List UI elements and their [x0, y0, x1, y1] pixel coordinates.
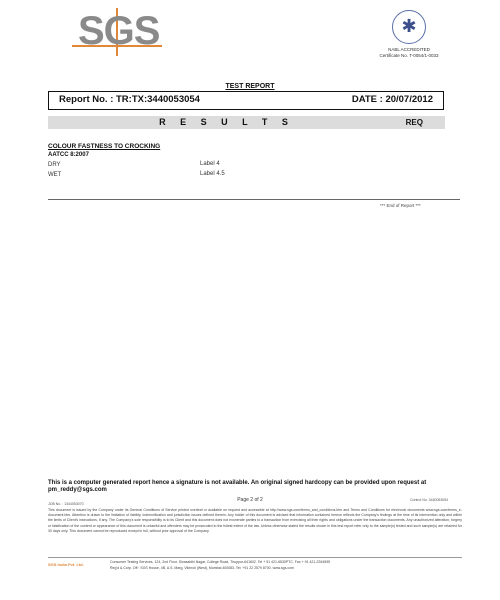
job-number: JOB No. : 1344053070 [48, 502, 84, 506]
footer-email: pm_reddy@sgs.com [48, 487, 107, 493]
sgs-logo [78, 8, 158, 54]
seal-line2: Certificate No. T-0054/1-0033 [379, 53, 439, 58]
end-of-report: *** End of Report *** [380, 203, 421, 208]
results-label: R E S U L T S [159, 117, 294, 127]
footer-company: SGS India Pvt. Ltd. [48, 562, 84, 567]
seal-emblem-icon: ✱ [392, 10, 426, 44]
page-title: TEST REPORT [225, 83, 275, 90]
row-value-wet: Label 4.5 [200, 171, 225, 177]
seal-line1: NABL ACCREDITED [388, 47, 430, 52]
end-divider [48, 199, 460, 200]
report-info-box [48, 91, 444, 110]
nabl-seal [374, 10, 444, 68]
test-title: COLOUR FASTNESS TO CROCKING [48, 143, 161, 150]
control-number: Control No. 3440053054 [410, 498, 449, 502]
row-value-dry: Label 4 [200, 161, 220, 167]
report-date: DATE : 20/07/2012 [351, 94, 433, 105]
footer-address-1: Consumer Testing Services, 124, 2nd Floor, Sivasakthi Nagar, College Road, Tiruppur-641602. Tel + 91 421-6530PTC. Fax + 91 421-2264595 [110, 560, 331, 564]
page-indicator: Page 2 of 2 [237, 497, 263, 503]
row-label-wet: WET [48, 172, 62, 178]
results-header-bar [48, 116, 445, 129]
report-number: Report No. : TR:TX:3440053054 [59, 94, 200, 105]
footer-address-2: Reg'd & Corp. Off : SGS House, 4B, A.S. Marg, Vikhroli (West), Mumbai 400083. Tel: +91 22 2579 8700. www.sgs.com [110, 566, 294, 570]
req-label: REQ [405, 118, 423, 127]
test-method: AATCC 8:2007 [48, 152, 89, 158]
disclaimer-text: This document is issued by the Company under its General Conditions of Service printed overleaf or available on request and accessible at http://www.sgs.com/terms_and_conditions.htm and Terms and Conditions for electronic documents www.sgs.com/terms_e-document.htm. Attention is drawn to the limitation of liability, indemnification and jurisdiction issues defined therein. Any holder of this document is advised that information contained hereon reflects the Company's findings at the time of its intervention only and within the limits of Client's instructions, if any. The Company's sole responsibility is to its Client and this document does not exonerate parties to a transaction from exercising all their rights and obligations under the transaction documents. Any unauthorized alteration, forgery or falsification of the content or appearance of this document is unlawful and offenders may be prosecuted to the fullest extent of the law. Unless otherwise stated the results shown in this test report refer only to the sample(s) tested and such sample(s) are retained for 30 days only. This document cannot be reproduced except in full, without prior approval of the Company. [48, 508, 462, 533]
logo-text: SGS [78, 9, 160, 53]
footer-note: This is a computer generated report hence a signature is not available. An original signed hardcopy can be provided upon request at [48, 480, 427, 486]
row-label-dry: DRY [48, 162, 61, 168]
footer-divider [48, 557, 462, 558]
